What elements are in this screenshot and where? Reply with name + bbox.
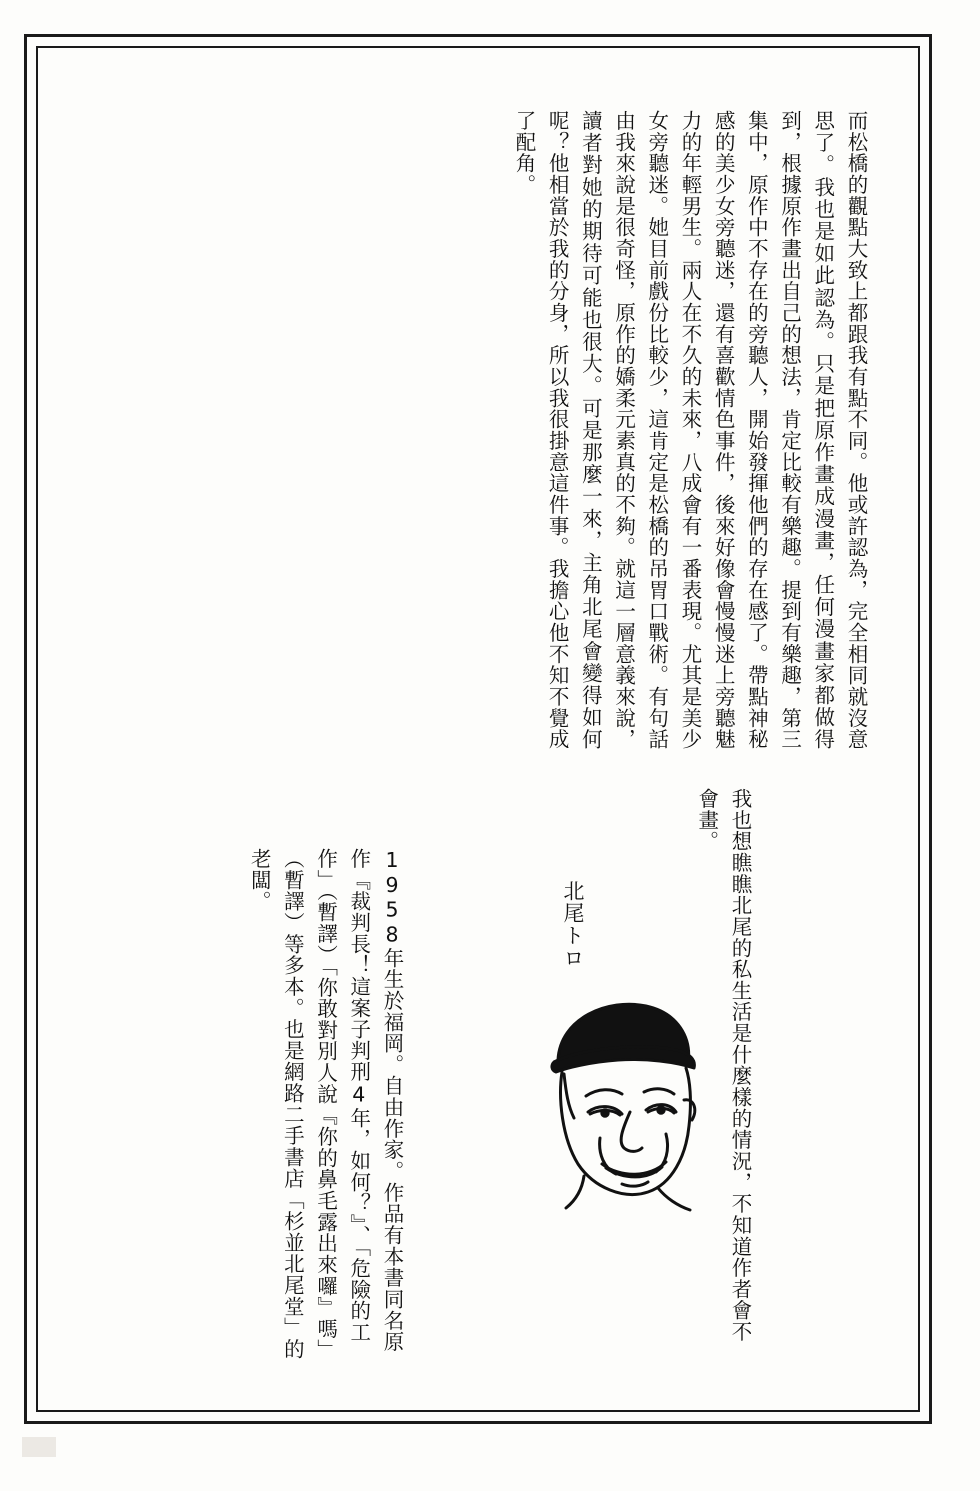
author-name: 北尾トロ: [561, 880, 585, 970]
author-bio: 1958年生於福岡。自由作家。作品有本書同名原作『裁判長！這案子判刑4年，如何？』、「危險的工作」（暫譯）「你敢對別人說『你的鼻毛露出來囉』嗎」（暫譯）等多本。也是網路二手書店「杉並北尾堂」的老闆。: [247, 848, 404, 1361]
scan-artifact: [22, 1437, 56, 1457]
page-content: [48, 58, 908, 1400]
author-portrait-illustration: [526, 988, 716, 1218]
closing-quote: 我也想瞧瞧北尾的私生活是什麼樣的情況，不知道作者會不會畫。: [694, 788, 752, 1343]
essay-body: 而松橋的觀點大致上都跟我有點不同。他或許認為，完全相同就沒意思了。我也是如此認為。只是把原作畫成漫畫，任何漫畫家都做得到，根據原作畫出自己的想法，肯定比較有樂趣。提到有樂趣，第三集中，原作中不存在的旁聽人，開始發揮他們的存在感了。帶點神秘感的美少女旁聽迷，還有喜歡情色事件，後來好像會慢慢迷上旁聽魅力的年輕男生。兩人在不久的未來，八成會有一番表現。尤其是美少女旁聽迷。她目前戲份比較少，這肯定是松橋的吊胃口戰術。有句話由我來說是很奇怪，原作的嬌柔元素真的不夠。就這一層意義來說，讀者對她的期待可能也很大。可是那麼一來，主角北尾會變得如何呢？他相當於我的分身，所以我很掛意這件事。我擔心他不知不覺成了配角。: [511, 110, 868, 750]
